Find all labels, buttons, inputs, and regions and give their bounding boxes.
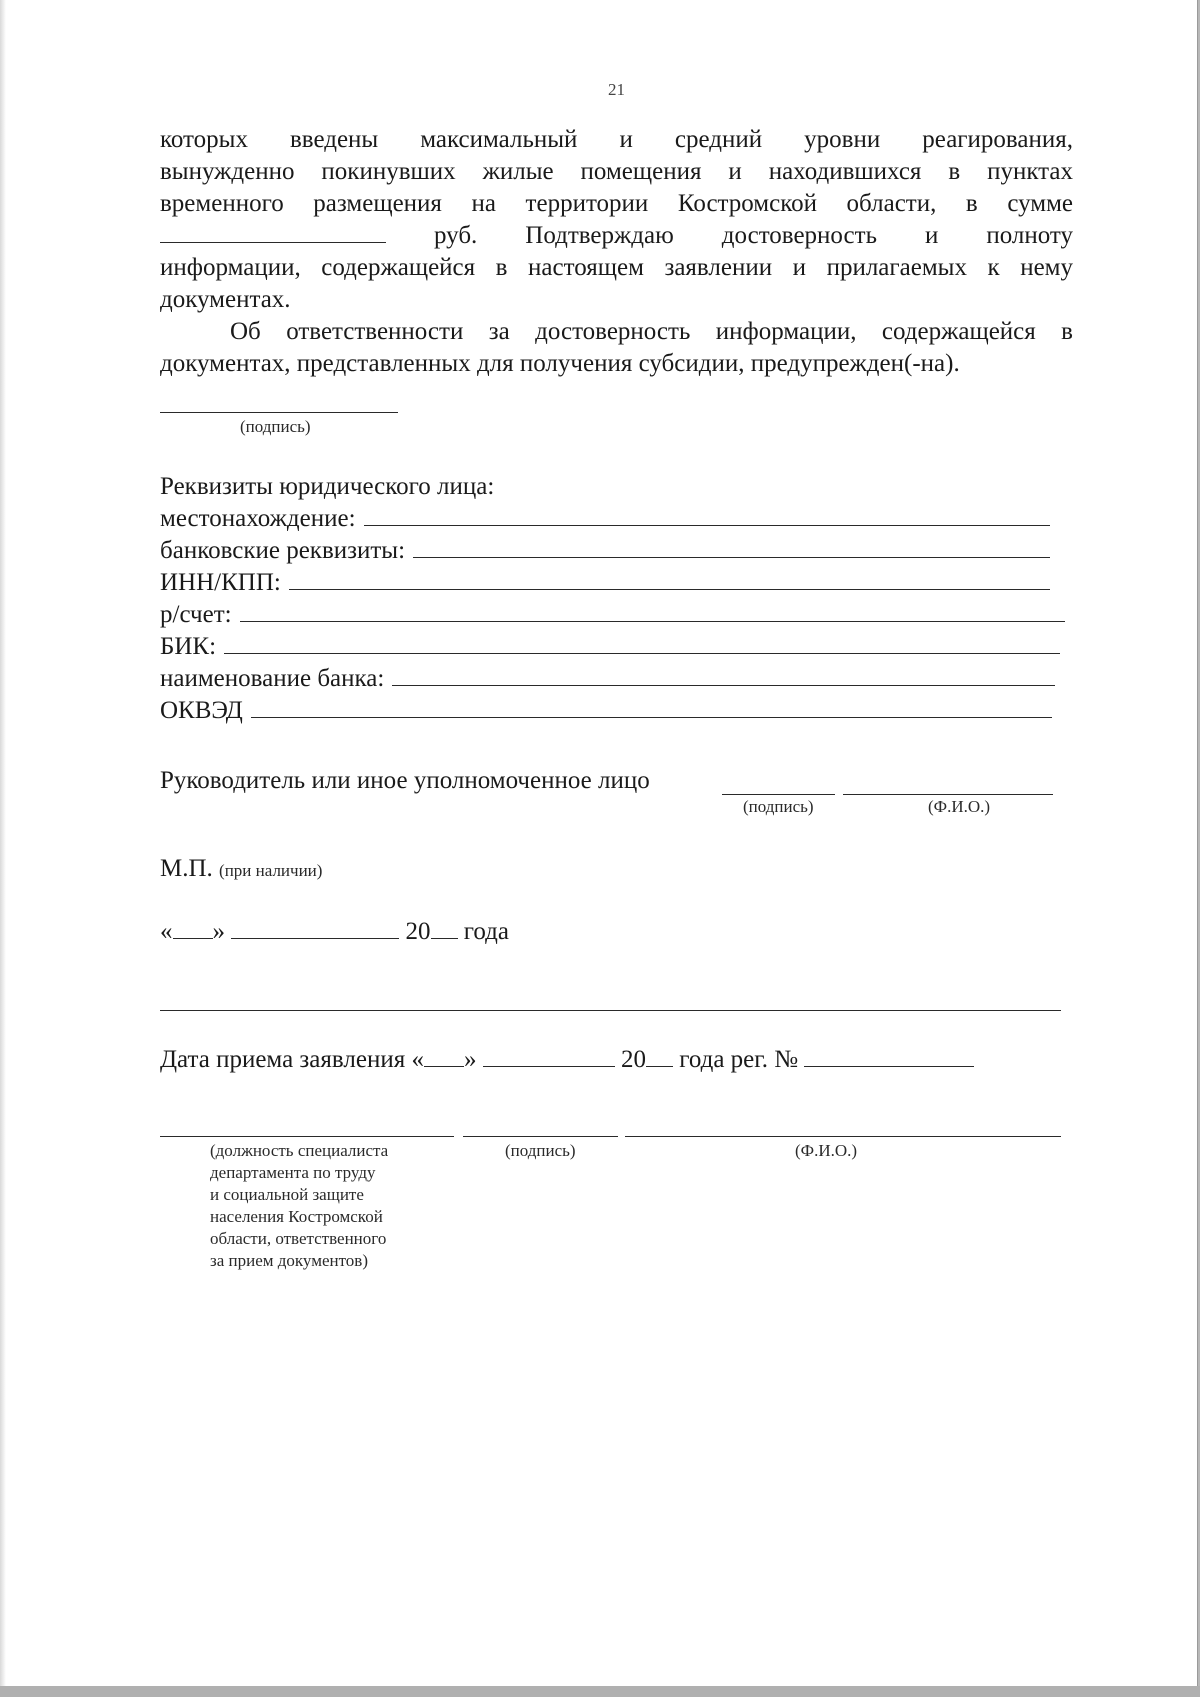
caption-line: и социальной защите bbox=[210, 1185, 364, 1204]
caption-line: за прием документов) bbox=[210, 1251, 368, 1270]
date-year-prefix: 20 bbox=[405, 918, 431, 945]
specialist-signature-field[interactable] bbox=[463, 1136, 618, 1137]
date-month-field[interactable] bbox=[231, 916, 399, 939]
bank-name-label: наименование банка: bbox=[160, 665, 385, 692]
bank-details-label: банковские реквизиты: bbox=[160, 537, 406, 564]
paragraph-line: вынужденно покинувших жилые помещения и находившихся в пунктах bbox=[160, 158, 1073, 185]
scan-edge bbox=[0, 0, 6, 1686]
bank-name-field[interactable] bbox=[392, 663, 1055, 686]
caption-line: населения Костромской bbox=[210, 1207, 383, 1226]
receipt-label: Дата приема заявления « bbox=[160, 1046, 424, 1073]
date-year-field[interactable] bbox=[431, 916, 458, 939]
head-fio-field[interactable] bbox=[843, 794, 1053, 795]
amount-blank-field[interactable] bbox=[160, 220, 386, 243]
specialist-position-field[interactable] bbox=[160, 1136, 454, 1137]
receipt-row bbox=[160, 1044, 974, 1076]
paragraph-confirmation bbox=[160, 124, 1073, 316]
paragraph-line: документах, представленных для получения субсидии, предупрежден(-на). bbox=[160, 350, 960, 377]
okved-field[interactable] bbox=[251, 695, 1052, 718]
bik-row bbox=[160, 631, 1060, 663]
location-field[interactable] bbox=[364, 503, 1050, 526]
requisites-block bbox=[160, 471, 1050, 727]
stamp-note: (при наличии) bbox=[219, 861, 323, 880]
bank-details-row bbox=[160, 535, 1050, 567]
paragraph-line-text: руб. Подтверждаю достоверность и полноту bbox=[433, 222, 1073, 249]
paragraph-line: информации, содержащейся в настоящем заявлении и прилагаемых к нему bbox=[160, 254, 1073, 281]
specialist-fio-caption: (Ф.И.О.) bbox=[795, 1141, 858, 1160]
head-signature-caption: (подпись) bbox=[743, 797, 814, 816]
date-close-quote: » bbox=[212, 918, 225, 945]
date-row bbox=[160, 916, 509, 948]
account-row bbox=[160, 599, 1065, 631]
account-label: р/счет: bbox=[160, 601, 232, 628]
caption-line: (должность специалиста bbox=[210, 1141, 389, 1160]
date-day-field[interactable] bbox=[173, 916, 213, 939]
paragraph-line: документах. bbox=[160, 286, 291, 313]
location-row bbox=[160, 503, 1050, 535]
location-label: местонахождение: bbox=[160, 505, 356, 532]
inn-kpp-row bbox=[160, 567, 1050, 599]
inn-kpp-label: ИНН/КПП: bbox=[160, 569, 281, 596]
bank-details-field[interactable] bbox=[413, 535, 1050, 558]
caption-line: департамента по труду bbox=[210, 1163, 376, 1182]
okved-label: ОКВЭД bbox=[160, 697, 243, 724]
requisites-heading: Реквизиты юридического лица: bbox=[160, 473, 495, 500]
paragraph-responsibility bbox=[160, 316, 1073, 380]
separator-line bbox=[160, 1010, 1061, 1011]
head-row bbox=[160, 765, 650, 797]
caption-line: области, ответственного bbox=[210, 1229, 387, 1248]
receipt-month-field[interactable] bbox=[483, 1044, 615, 1067]
applicant-signature-field[interactable] bbox=[160, 412, 398, 413]
registration-number-field[interactable] bbox=[804, 1044, 974, 1067]
paragraph-line: Об ответственности за достоверность информации, содержащейся в bbox=[230, 318, 1073, 345]
stamp-label: М.П. bbox=[160, 855, 213, 882]
signature-caption: (подпись) bbox=[240, 417, 311, 436]
receipt-year-field[interactable] bbox=[646, 1044, 673, 1067]
receipt-day-field[interactable] bbox=[424, 1044, 464, 1067]
inn-kpp-field[interactable] bbox=[289, 567, 1050, 590]
receipt-year-suffix: года рег. № bbox=[679, 1046, 799, 1073]
head-signature-field[interactable] bbox=[722, 794, 835, 795]
specialist-fio-field[interactable] bbox=[625, 1136, 1061, 1137]
head-fio-caption: (Ф.И.О.) bbox=[928, 797, 991, 816]
specialist-signature-caption: (подпись) bbox=[505, 1141, 576, 1160]
specialist-position-caption bbox=[210, 1140, 388, 1272]
date-open-quote: « bbox=[160, 918, 173, 945]
receipt-year-prefix: 20 bbox=[620, 1046, 646, 1073]
stamp-row bbox=[160, 853, 322, 885]
page-number: 21 bbox=[608, 80, 625, 99]
paragraph-line: временного размещения на территории Костромской области, в сумме bbox=[160, 190, 1073, 217]
scan-bottom-border bbox=[0, 1686, 1200, 1697]
account-field[interactable] bbox=[240, 599, 1065, 622]
bik-field[interactable] bbox=[224, 631, 1060, 654]
paragraph-line: которых введены максимальный и средний уровни реагирования, bbox=[160, 126, 1073, 153]
paragraph-line-amount bbox=[160, 220, 1073, 252]
bik-label: БИК: bbox=[160, 633, 217, 660]
bank-name-row bbox=[160, 663, 1055, 695]
date-year-suffix: года bbox=[463, 918, 509, 945]
okved-row bbox=[160, 695, 1052, 727]
receipt-close-quote: » bbox=[463, 1046, 477, 1073]
head-label: Руководитель или иное уполномоченное лицо bbox=[160, 767, 650, 794]
